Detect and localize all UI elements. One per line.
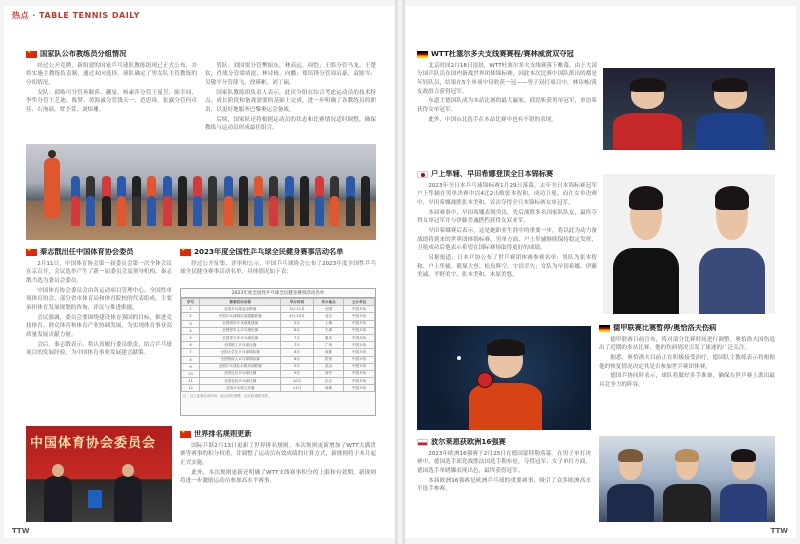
player-shirt — [720, 484, 767, 522]
paragraph: 2023年欧洲16强赛于2月25日在德国蒙特勒落幕。在男子单打决赛中，德国选手邱党战胜法国选手勒布伦，夺得冠军；女子单打方面，德国选手单晓娜表现出色，最终获得冠军。 — [417, 450, 591, 474]
table-cell: 5月 — [281, 320, 313, 327]
article-title-text: 波尔莱恩获欧洲16强赛 — [431, 438, 506, 446]
table-cell: 中国乒乓球俱乐部超级联赛 — [199, 313, 280, 320]
article-title — [417, 50, 597, 59]
table-row — [182, 313, 375, 320]
table-cell: 8月 — [281, 356, 313, 363]
article-title-text: 户上隼辅、早田希娜登顶全日本锦标赛 — [431, 170, 554, 178]
table-row — [182, 385, 375, 392]
article-title — [26, 50, 376, 59]
table-cell: 深圳 — [313, 385, 344, 392]
table-row — [182, 370, 375, 377]
table-cell: 全国社区乒乓球比赛 — [199, 370, 280, 377]
table-cell: 全国残疾人乒乓球锦标赛 — [199, 356, 280, 363]
player-shirt — [663, 484, 710, 522]
table-cell: 中国乒协 — [344, 356, 375, 363]
paragraph: 北京时间2月18日凌晨，WTT杜塞尔多夫支线赛落下帷幕。由于大部分国乒队员在国内备战世界团体锦标赛，因此本次比赛中国队派出的都是年轻队员，结果在5个单项中仅收获一冠——男子双打项目中，林诗栋/黄友政组合获得冠军。 — [417, 62, 597, 95]
running-head — [12, 10, 140, 21]
table-body — [182, 306, 375, 392]
table-cell: 中国乒协 — [344, 378, 375, 385]
paragraph: 德国乒协同时表示，球队将做好多手准备，确保在世乒赛上派出最具竞争力的阵容。 — [599, 373, 775, 388]
table-cell: 7月 — [281, 334, 313, 341]
table-cell: 中国乒协 — [344, 349, 375, 356]
article-body — [417, 62, 597, 125]
paragraph: 女队：邱贻可分管孙颖莎、蒯曼，杨素萍分管王曼昱、陈幸同，李隼分管王艺迪、陈梦，黄海诚分管钱天一、范思琦，张露分管何卓佳、石洵瑶、覃予萱、刘炜珊。 — [26, 89, 197, 113]
table-cell: 3 — [182, 320, 200, 327]
table-cell: 5 — [182, 334, 200, 341]
paragraph: 此外，本次规则更新还明确了WTT支线赛事积分的上限和有效期，新规则将进一步激励运动员参加高水平赛事。 — [180, 469, 376, 485]
player-hair — [629, 186, 664, 210]
paragraph: 经过公开竞聘，新组建的国家乒乓球队教练组现已正式公布，并将实施主教练负责制，通过双向选择，球队确定了男女队主管教练的分组情况。 — [26, 62, 197, 86]
article-title-text: 2023年度全国性乒乓球全民健身赛事活动名单 — [194, 248, 344, 256]
table-cell: 中国乒协 — [344, 320, 375, 327]
paragraph: 会议强调，委员会要围绕建设体育强国的目标，推进竞技体育、群众体育和体育产业协调发展，为实现体育事业高质量发展贡献力量。 — [26, 314, 172, 338]
table-cell: 9月 — [281, 363, 313, 370]
paragraph: 德甲联赛日前宣布，将对部分比赛时间进行调整。奥恰洛夫因伤退出了近期的多站比赛，他的伤病情况引发了球迷的广泛关注。 — [599, 336, 775, 352]
player-shirt — [613, 113, 682, 150]
table-cell: 中国乒协 — [344, 306, 375, 313]
events-table-grid — [181, 298, 375, 392]
article-body — [599, 336, 775, 390]
article-body — [180, 442, 376, 486]
events-table — [180, 288, 376, 416]
table-cell: 重庆 — [313, 334, 344, 341]
table-header-cell: 序号 — [182, 299, 200, 306]
china-flag-icon — [26, 249, 37, 256]
ball — [457, 356, 461, 360]
article-world-ranking — [180, 430, 376, 522]
table-cell: 9 — [182, 363, 200, 370]
table-cell: 全国乒乓球业余俱乐部联赛 — [199, 363, 280, 370]
article-column-2 — [205, 62, 376, 134]
person-figure — [44, 476, 72, 522]
article-title — [417, 170, 597, 179]
table-row — [182, 356, 375, 363]
table-cell: 8月 — [281, 349, 313, 356]
paragraph: 2023年全日本乒乓球锦标赛1月29日落幕。去年全日本锦标赛冠军户上隼辅在男单决赛中以4比2击败张本智和，成功卫冕。而在女单决赛中，早田希娜战胜张本美和，首次夺得全日本锦标赛女单冠军。 — [417, 182, 597, 206]
player-figure — [603, 446, 659, 522]
paragraph: 本届欧洲16强赛是欧洲乒乓球的重要赛事，吸引了众多欧洲高水平选手参赛。 — [417, 477, 591, 493]
table-row — [182, 334, 375, 341]
table-cell: 7月 — [281, 342, 313, 349]
china-flag-icon — [26, 51, 37, 58]
certificate — [88, 490, 102, 508]
paragraph: 中国体育协会委员会由各运动项目管理中心、全国性单项体育协会、部分省市体育局和体育院校的代表组成，主要承担体育发展规划的咨询、评议与推进职能。 — [26, 287, 172, 311]
article-title — [417, 438, 591, 447]
table-header-cell: 举办地点 — [313, 299, 344, 306]
table-row — [182, 378, 375, 385]
table-cell: 全国城市乒乓球挑战赛 — [199, 320, 280, 327]
player-shirt — [613, 248, 679, 314]
table-cell: 全国老年人乒乓球比赛 — [199, 327, 280, 334]
player-figure — [462, 336, 549, 430]
table-row — [182, 327, 375, 334]
player-shirt — [696, 113, 765, 150]
player-figure — [692, 182, 771, 314]
article-title — [180, 430, 376, 439]
table-cell: 中国乒协 — [344, 327, 375, 334]
table-cell: 中国乒协 — [344, 370, 375, 377]
table-cell: 全国农民乒乓球比赛 — [199, 378, 280, 385]
paragraph: 后续，国家队还将根据运动员的状态和比赛情况适时调整，确保教练与运动员形成最佳组合。 — [205, 116, 376, 132]
paragraph: 另据报道，日本乒协公布了世乒赛团体赛参赛名单：男队为张本智和、户上隼辅、筱塚大登、松岛辉空、宇田幸矢；女队为早田希娜、伊藤美诚、平野美宇、张本美和、木原美悠。 — [417, 254, 597, 279]
germany-flag-icon — [599, 325, 610, 332]
table-cell: 全国乒乓球业余联赛 — [199, 306, 280, 313]
player-shirt — [699, 248, 765, 314]
paragraph: 早田希娜赛后表示，这是她职业生涯中的重要一步，将以此为动力备战即将到来的世界团体锦标赛。男单方面，户上隼辅继续保持稳定发挥，卫冕成功后他表示希望在国际赛场取得更好的成绩。 — [417, 227, 597, 252]
page-footer-right: TTW — [770, 527, 788, 535]
poland-flag-icon — [417, 439, 428, 446]
table-cell: 1 — [182, 306, 200, 313]
players-row-front — [71, 196, 370, 226]
article-title-text: WTT杜塞尔多夫支线赛赛程/赛林威赏双夺冠 — [431, 50, 574, 58]
article-wtt-dusseldorf — [417, 50, 597, 148]
person-figure — [114, 476, 142, 522]
article-association — [26, 248, 172, 418]
table-cell: 中国乒协 — [344, 342, 375, 349]
table-row — [182, 349, 375, 356]
section-label: 热点 — [12, 11, 29, 20]
paragraph: 国家队教练组负责人表示，此次分组在综合考虑运动员的技术特点、成长阶段和备战需要的基础上完成，进一步明确了各教练员的职责，以更好地服务巴黎奥运会备战。 — [205, 89, 376, 113]
table-cell: 6月 — [281, 327, 313, 334]
podium-photo — [599, 436, 775, 522]
table-cell: 北京 — [313, 313, 344, 320]
table-cell: 11月 — [281, 385, 313, 392]
table-note: 注：以上赛事活动时间、地点如有调整，以实际通知为准。 — [183, 394, 272, 399]
paragraph: 会后，秦志戬表示，将认真履行委员职责，结合乒乓球项目的发展经验，为中国体育事业发展建言献策。 — [26, 341, 172, 357]
ovtcharov-photo — [417, 326, 591, 430]
article-title-text: 德甲联赛比赛暂停/奥恰洛夫伤病 — [613, 324, 717, 332]
table-cell: 中国乒协 — [344, 385, 375, 392]
table-row — [182, 363, 375, 370]
table-cell: 全国职工乒乓球比赛 — [199, 342, 280, 349]
article-europe-top16 — [417, 438, 591, 522]
article-title — [599, 324, 775, 333]
player-hair — [712, 78, 748, 91]
table-cell: 全国乒乓球公开赛 — [199, 385, 280, 392]
table-cell: 11 — [182, 378, 200, 385]
table-cell: 广州 — [313, 342, 344, 349]
table-row — [182, 342, 375, 349]
paddle — [477, 372, 493, 388]
article-title — [26, 248, 172, 257]
paragraph: 2月11日，中国体育协会第一届委员会第一次全体会议在京召开，会议选举产生了新一届委员会及领导机构，秦志戬当选为委员会委员。 — [26, 260, 172, 284]
paragraph: 国际乒联2月13日更新了世界排名规则。本次规则更新增加了WTT大满贯赛等赛事的积分权重，并调整了运动员有效成绩的计算方式，新规则将于本月起正式实施。 — [180, 442, 376, 466]
magazine-name: TABLE TENNIS DAILY — [39, 11, 140, 20]
player-figure — [715, 446, 771, 522]
paragraph: 此外，中国台北选手在本站比赛中也有不错的表现。 — [428, 116, 557, 123]
wtt-champions-photo — [603, 68, 775, 150]
table-cell: 全国青少年乒乓球比赛 — [199, 334, 280, 341]
japan-flag-icon — [417, 171, 428, 178]
player-shirt — [469, 383, 542, 430]
table-cell: 10 — [182, 370, 200, 377]
table-cell: 12 — [182, 385, 200, 392]
left-page — [4, 6, 395, 538]
table-header-cell: 赛事活动名称 — [199, 299, 280, 306]
article-title-text: 世界排名规则更新 — [194, 430, 252, 438]
china-flag-icon — [180, 431, 191, 438]
article-title — [180, 248, 376, 257]
table-cell: 杭州 — [313, 356, 344, 363]
article-title-text: 秦志戬出任中国体育协会委员 — [40, 248, 134, 256]
article-body — [26, 260, 172, 358]
player-hair — [731, 449, 756, 463]
table-cell: 中国乒协 — [344, 313, 375, 320]
ceremony-banner: 中国体育协会委员会 — [30, 436, 157, 451]
player-figure — [689, 76, 772, 150]
japan-champions-photo — [603, 174, 775, 314]
table-cell: 中国乒协 — [344, 363, 375, 370]
article-body — [417, 450, 591, 494]
player-hair — [618, 449, 643, 463]
article-title-text: 国家队公布教练员分组情况 — [40, 50, 127, 58]
page-footer-left: TTW — [12, 527, 30, 535]
paragraph: 经过公开征集、评审和公示，中国乒乓球协会公布了2023年度全国性乒乓球全民健身赛事活动名单，具体情况如下表： — [180, 260, 376, 276]
article-germany — [599, 324, 775, 432]
player-shirt — [607, 484, 654, 522]
china-flag-icon — [180, 249, 191, 256]
player-figure — [606, 182, 685, 314]
table-cell: 4 — [182, 327, 200, 334]
table-cell: 6 — [182, 342, 200, 349]
germany-flag-icon — [417, 51, 428, 58]
table-cell: 10月 — [281, 378, 313, 385]
team-photo — [26, 144, 376, 240]
table-header-cell: 主办单位 — [344, 299, 375, 306]
coach-figure — [44, 158, 60, 218]
table-header-cell: 举办时间 — [281, 299, 313, 306]
table-cell: 长沙 — [313, 378, 344, 385]
table-cell: 3月-11月 — [281, 306, 313, 313]
table-cell: 全国大学生乒乓球锦标赛 — [199, 349, 280, 356]
player-hair — [487, 339, 525, 356]
article-japan-championships — [417, 170, 597, 320]
player-figure — [659, 446, 715, 522]
binding-gutter — [395, 0, 405, 544]
table-row — [182, 320, 375, 327]
ceremony-photo — [26, 426, 172, 522]
table-cell: 4月-10月 — [281, 313, 313, 320]
table-caption: 2023年度全国性乒乓球全民健身赛事活动名单 — [181, 289, 375, 298]
table-cell: 7 — [182, 349, 200, 356]
paragraph: 据悉，奥恰洛夫目前正在积极接受治疗，德国队主教练表示将根据他的恢复情况决定其是否参加世乒赛团体赛。 — [599, 354, 775, 370]
table-cell: 武汉 — [313, 363, 344, 370]
table-cell: 中国乒协 — [344, 334, 375, 341]
table-cell: 成都 — [313, 349, 344, 356]
paragraph: 男队：刘国梁分管樊振东，林高远，周恺；王皓分管马龙、王楚钦，肖战分管梁靖崑、林诗栋、向鹏；郑培锋分管周启豪、袁励岑；吴敬平分管薛飞、徐瑛彬、刘丁硕。 — [205, 62, 376, 86]
table-cell: 天津 — [313, 327, 344, 334]
table-cell: 8 — [182, 356, 200, 363]
right-page — [405, 6, 796, 538]
article-body — [180, 260, 376, 277]
player-figure — [606, 76, 689, 150]
article-team-groups — [26, 50, 376, 142]
table-cell: 全国 — [313, 306, 344, 313]
table-row — [182, 306, 375, 313]
paragraph: 东道主德国队成为本站比赛的最大赢家，邱党斩获男单冠军，单语希获得女单冠军。 — [417, 98, 597, 113]
player-hair — [715, 186, 750, 210]
player-hair — [675, 449, 700, 463]
article-body — [417, 182, 597, 280]
table-cell: 西安 — [313, 370, 344, 377]
table-header-row — [182, 299, 375, 306]
player-hair — [630, 78, 666, 91]
table-cell: 9月 — [281, 370, 313, 377]
table-cell: 2 — [182, 313, 200, 320]
paragraph: 本届赛事中，早田希娜表现突出，先后战胜多名国家队队友，最终夺得女单冠军并与伊藤美诚搭档获得女双亚军。 — [417, 209, 597, 225]
table-cell: 上海 — [313, 320, 344, 327]
header-separator: · — [29, 11, 40, 20]
article-column-1 — [26, 62, 197, 134]
